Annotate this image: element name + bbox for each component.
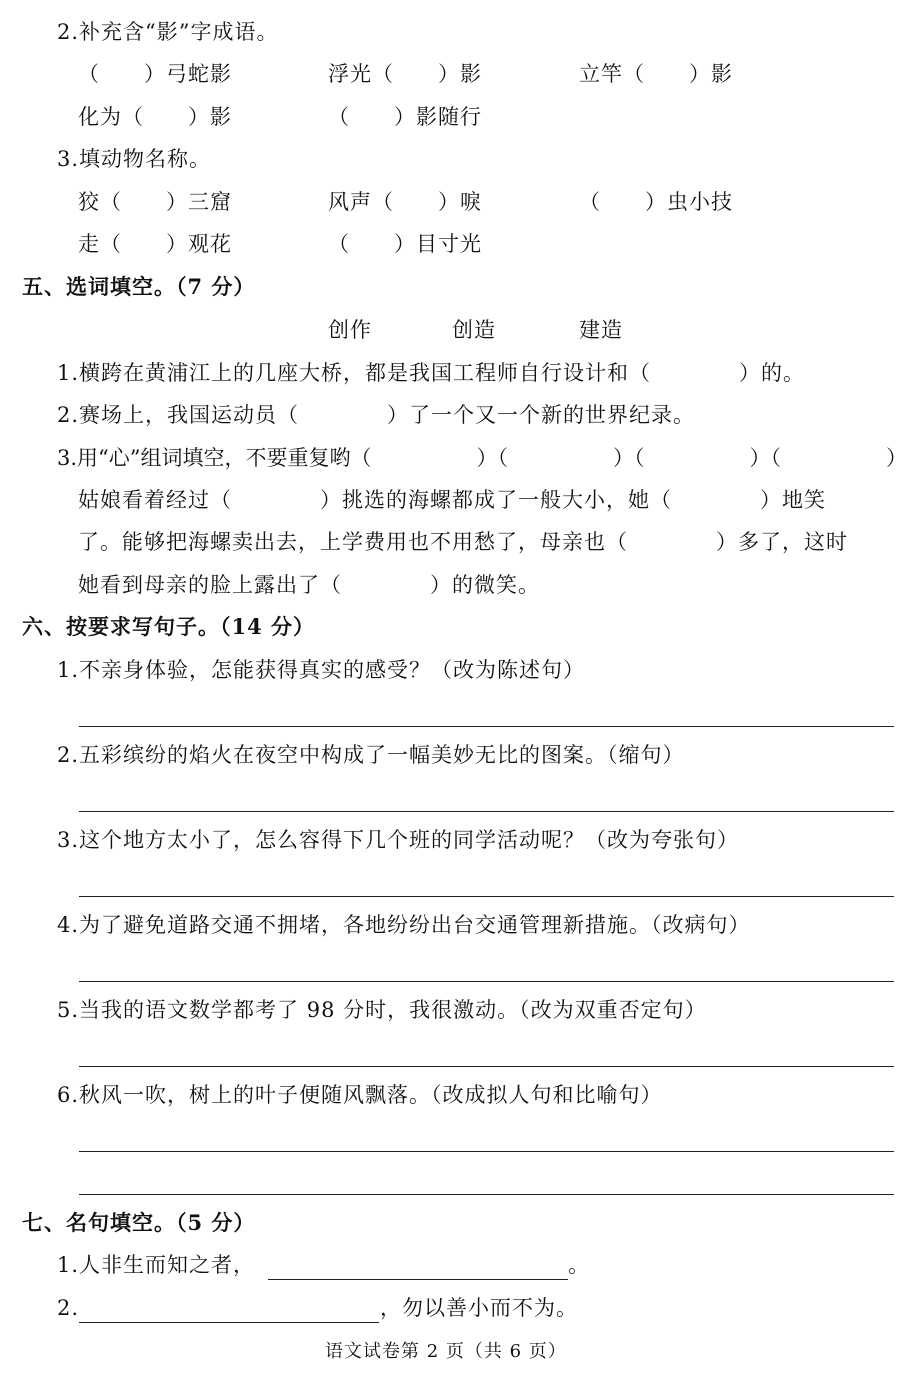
q4-3-title: 3.填动物名称。 — [57, 147, 212, 171]
section-heading-6: 六、按要求写句子。（14 分） — [22, 614, 316, 639]
word-option: 创造 — [452, 318, 496, 342]
q7-2-prefix: 2. — [57, 1296, 80, 1320]
idiom-blank[interactable]: （ ）影随行 — [328, 105, 482, 129]
answer-line[interactable] — [79, 896, 894, 897]
idiom-blank[interactable]: 走（ ）观花 — [78, 232, 232, 256]
idiom-blank[interactable]: （ ）虫小技 — [579, 190, 733, 214]
q4-2-title: 2.补充含“影”字成语。 — [57, 20, 279, 44]
q5-3-line2[interactable]: 姑娘看着经过（ ）挑选的海螺都成了一般大小，她（ ）地笑 — [78, 488, 826, 512]
idiom-blank[interactable]: （ ）目寸光 — [328, 232, 482, 256]
q5-3-line3[interactable]: 了。能够把海螺卖出去，上学费用也不用愁了，母亲也（ ）多了，这时 — [78, 530, 848, 554]
idiom-blank[interactable]: 狡（ ）三窟 — [78, 190, 232, 214]
answer-line[interactable] — [79, 1066, 894, 1067]
answer-line[interactable] — [268, 1279, 568, 1280]
q6-5: 5.当我的语文数学都考了 98 分时，我很激动。（改为双重否定句） — [57, 998, 707, 1022]
q6-6: 6.秋风一吹，树上的叶子便随风飘落。（改成拟人句和比喻句） — [57, 1083, 663, 1107]
answer-line[interactable] — [79, 1322, 379, 1323]
idiom-blank[interactable]: 化为（ ）影 — [78, 105, 232, 129]
q5-1[interactable]: 1.横跨在黄浦江上的几座大桥，都是我国工程师自行设计和（ ）的。 — [57, 361, 806, 385]
q7-2-suffix: ，勿以善小而不为。 — [380, 1296, 578, 1320]
idiom-blank[interactable]: （ ）弓蛇影 — [78, 62, 232, 86]
section-heading-7: 七、名句填空。（5 分） — [22, 1210, 256, 1235]
answer-line[interactable] — [79, 726, 894, 727]
q6-1: 1.不亲身体验，怎能获得真实的感受？（改为陈述句） — [57, 658, 586, 682]
idiom-blank[interactable]: 风声（ ）唳 — [328, 190, 482, 214]
q5-2[interactable]: 2.赛场上，我国运动员（ ）了一个又一个新的世界纪录。 — [57, 403, 696, 427]
answer-line[interactable] — [79, 1194, 894, 1195]
q6-3: 3.这个地方太小了，怎么容得下几个班的同学活动呢？（改为夸张句） — [57, 828, 740, 852]
page-footer: 语文试卷第 2 页（共 6 页） — [325, 1341, 567, 1362]
answer-line[interactable] — [79, 981, 894, 982]
idiom-blank[interactable]: 浮光（ ）影 — [328, 62, 482, 86]
word-option: 建造 — [579, 318, 623, 342]
q6-4: 4.为了避免道路交通不拥堵，各地纷纷出台交通管理新措施。（改病句） — [57, 913, 751, 937]
q5-3-line4[interactable]: 她看到母亲的脸上露出了（ ）的微笑。 — [78, 573, 540, 597]
q6-2: 2.五彩缤纷的焰火在夜空中构成了一幅美妙无比的图案。（缩句） — [57, 743, 685, 767]
section-heading-5: 五、选词填空。（7 分） — [22, 274, 256, 299]
answer-line[interactable] — [79, 1151, 894, 1152]
answer-line[interactable] — [79, 811, 894, 812]
q5-3-line1[interactable]: 3.用“心”组词填空，不要重复哟（ ）（ ）（ ）（ ） — [57, 446, 908, 470]
q7-1-prefix: 1.人非生而知之者， — [57, 1253, 256, 1277]
word-option: 创作 — [328, 318, 372, 342]
idiom-blank[interactable]: 立竿（ ）影 — [579, 62, 733, 86]
q7-1-suffix: 。 — [568, 1253, 590, 1277]
